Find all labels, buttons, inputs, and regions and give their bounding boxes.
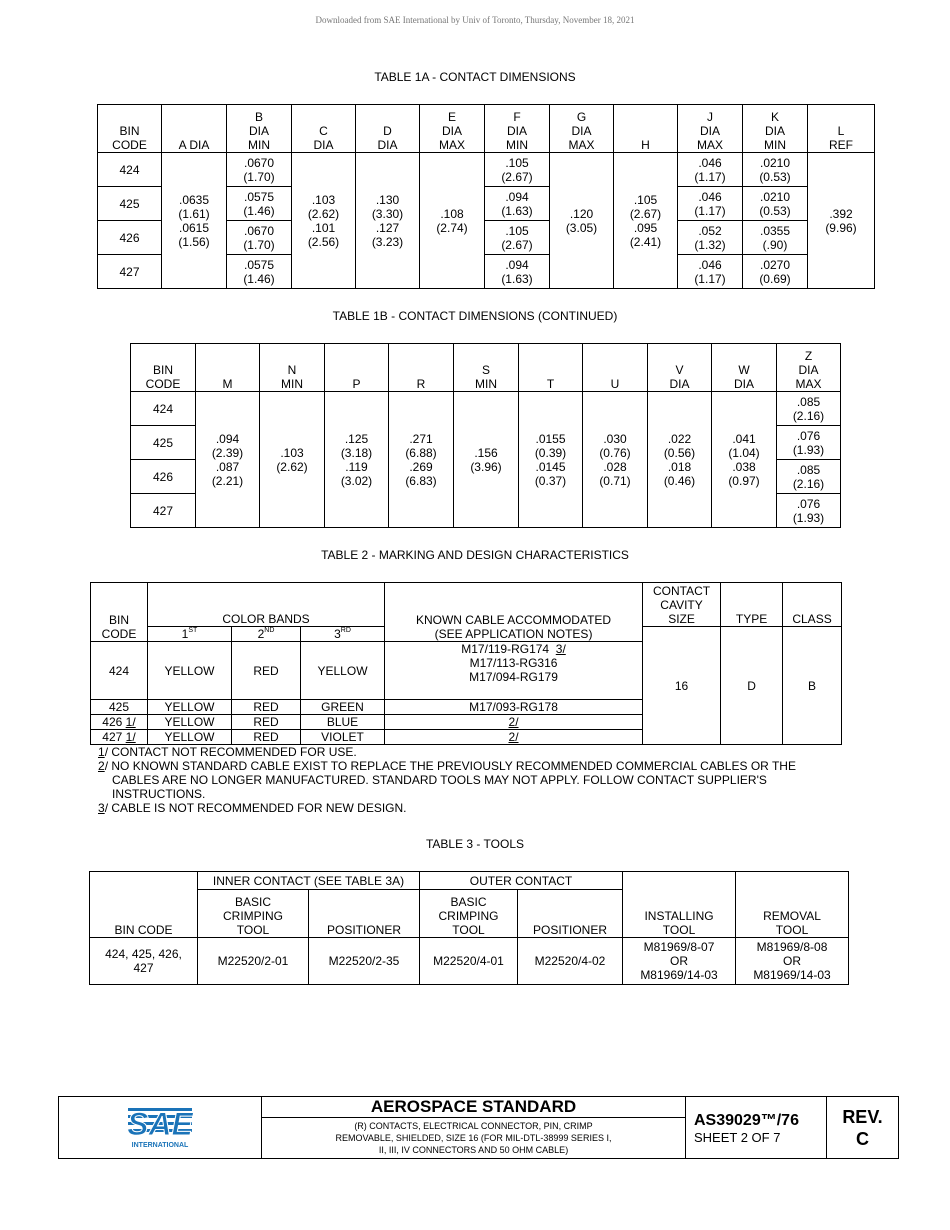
bin-cell: 424, 425, 426, 427	[90, 938, 198, 985]
header-band-3rd: 3RD	[301, 627, 385, 642]
table-2	[90, 582, 842, 745]
header-inner-contact: INNER CONTACT (SEE TABLE 3A)	[198, 872, 420, 890]
header-m: M	[196, 344, 260, 392]
t-cell: .0155 (0.39) .0145 (0.37)	[519, 392, 583, 528]
table-1a	[97, 104, 875, 289]
header-bin-code: BIN CODE	[131, 344, 196, 392]
band-2-cell: RED	[232, 730, 301, 745]
g-dia-cell: .120 (3.05)	[550, 153, 614, 289]
header-contact-cavity-size: CONTACT CAVITY SIZE	[643, 583, 721, 627]
n-cell: .103 (2.62)	[260, 392, 325, 528]
header-bin-code: BIN CODE	[91, 583, 148, 642]
table-3-caption: TABLE 3 - TOOLS	[425, 837, 525, 851]
band-1-cell: YELLOW	[148, 700, 232, 715]
type-cell: D	[721, 627, 783, 745]
header-bin-code: BIN CODE	[98, 105, 162, 153]
j-cell: .046 (1.17)	[678, 153, 743, 187]
band-1-cell: YELLOW	[148, 730, 232, 745]
title-block	[58, 1096, 899, 1159]
standard-title: AEROSPACE STANDARD	[262, 1097, 686, 1118]
header-type: TYPE	[721, 583, 783, 627]
header-f-dia-min: F DIA MIN	[485, 105, 550, 153]
header-c-dia: C DIA	[292, 105, 356, 153]
k-cell: .0210 (0.53)	[743, 187, 808, 221]
table-2-caption: TABLE 2 - MARKING AND DESIGN CHARACTERISTICS	[321, 548, 629, 562]
bin-cell: 427	[131, 494, 196, 528]
outer-crimp-cell: M22520/4-01	[420, 938, 518, 985]
download-notice: Downloaded from SAE International by Univ of Toronto, Thursday, November 18, 2021	[315, 15, 635, 25]
header-band-2nd: 2ND	[232, 627, 301, 642]
header-k-dia-min: K DIA MIN	[743, 105, 808, 153]
removal-tool-cell: M81969/8-08 OR M81969/14-03	[736, 938, 849, 985]
header-band-1st: 1ST	[148, 627, 232, 642]
header-j-dia-max: J DIA MAX	[678, 105, 743, 153]
k-cell: .0210 (0.53)	[743, 153, 808, 187]
table-2-notes	[98, 745, 838, 815]
header-outer-crimping-tool: BASIC CRIMPING TOOL	[420, 890, 518, 938]
s-cell: .156 (3.96)	[454, 392, 519, 528]
p-cell: .125 (3.18) .119 (3.02)	[325, 392, 389, 528]
band-3-cell: BLUE	[301, 715, 385, 730]
f-cell: .105 (2.67)	[485, 221, 550, 255]
cable-cell: M17/093-RG178	[385, 700, 643, 715]
f-cell: .105 (2.67)	[485, 153, 550, 187]
header-b-dia-min: B DIA MIN	[227, 105, 292, 153]
header-known-cable: KNOWN CABLE ACCOMMODATED (SEE APPLICATION NOTES)	[385, 583, 643, 642]
b-cell: .0575 (1.46)	[227, 187, 292, 221]
header-u: U	[583, 344, 648, 392]
header-outer-contact: OUTER CONTACT	[420, 872, 623, 890]
header-w-dia: W DIA	[712, 344, 777, 392]
h-cell: .105 (2.67) .095 (2.41)	[614, 153, 678, 289]
header-n-min: N MIN	[260, 344, 325, 392]
note-1: 1/ CONTACT NOT RECOMMENDED FOR USE.	[98, 745, 357, 759]
band-2-cell: RED	[232, 642, 301, 700]
class-cell: B	[783, 627, 842, 745]
table-row	[90, 938, 849, 985]
bin-cell: 425	[131, 426, 196, 460]
header-g-dia-max: G DIA MAX	[550, 105, 614, 153]
band-3-cell: VIOLET	[301, 730, 385, 745]
f-cell: .094 (1.63)	[485, 187, 550, 221]
band-1-cell: YELLOW	[148, 642, 232, 700]
document-id: AS39029™/76 SHEET 2 OF 7	[686, 1097, 827, 1159]
bin-cell: 425	[91, 700, 148, 715]
m-cell: .094 (2.39) .087 (2.21)	[196, 392, 260, 528]
header-l-ref: L REF	[808, 105, 875, 153]
band-3-cell: GREEN	[301, 700, 385, 715]
revision: REV. C	[827, 1097, 899, 1159]
header-v-dia: V DIA	[648, 344, 712, 392]
j-cell: .046 (1.17)	[678, 187, 743, 221]
j-cell: .046 (1.17)	[678, 255, 743, 289]
bin-cell: 424	[131, 392, 196, 426]
header-outer-positioner: POSITIONER	[518, 890, 623, 938]
header-e-dia-max: E DIA MAX	[420, 105, 485, 153]
header-s-min: S MIN	[454, 344, 519, 392]
a-dia-cell: .0635 (1.61) .0615 (1.56)	[162, 153, 227, 289]
b-cell: .0575 (1.46)	[227, 255, 292, 289]
d-dia-cell: .130 (3.30) .127 (3.23)	[356, 153, 420, 289]
k-cell: .0270 (0.69)	[743, 255, 808, 289]
cable-cell: 2/	[385, 715, 643, 730]
inner-positioner-cell: M22520/2-35	[309, 938, 420, 985]
e-dia-cell: .108 (2.74)	[420, 153, 485, 289]
j-cell: .052 (1.32)	[678, 221, 743, 255]
v-cell: .022 (0.56) .018 (0.46)	[648, 392, 712, 528]
sae-logo	[59, 1097, 262, 1159]
cable-cell: M17/119-RG174 3/ M17/113-RG316 M17/094-RG179	[385, 642, 643, 700]
header-h: H	[614, 105, 678, 153]
band-1-cell: YELLOW	[148, 715, 232, 730]
k-cell: .0355 (.90)	[743, 221, 808, 255]
u-cell: .030 (0.76) .028 (0.71)	[583, 392, 648, 528]
z-cell: .076 (1.93)	[777, 494, 841, 528]
header-t: T	[519, 344, 583, 392]
r-cell: .271 (6.88) .269 (6.83)	[389, 392, 454, 528]
z-cell: .085 (2.16)	[777, 460, 841, 494]
table-3	[89, 871, 849, 985]
header-p: P	[325, 344, 389, 392]
c-dia-cell: .103 (2.62) .101 (2.56)	[292, 153, 356, 289]
header-bin-code: BIN CODE	[90, 872, 198, 938]
band-2-cell: RED	[232, 700, 301, 715]
band-2-cell: RED	[232, 715, 301, 730]
installing-tool-cell: M81969/8-07 OR M81969/14-03	[623, 938, 736, 985]
header-d-dia: D DIA	[356, 105, 420, 153]
note-3: 3/ CABLE IS NOT RECOMMENDED FOR NEW DESIGN.	[98, 801, 407, 815]
header-color-bands: COLOR BANDS	[148, 583, 385, 627]
header-class: CLASS	[783, 583, 842, 627]
bin-cell: 426 1/	[91, 715, 148, 730]
table-1b	[130, 343, 841, 528]
svg-text:INTERNATIONAL: INTERNATIONAL	[131, 1142, 189, 1149]
header-installing-tool: INSTALLING TOOL	[623, 872, 736, 938]
b-cell: .0670 (1.70)	[227, 221, 292, 255]
header-a-dia: A DIA	[162, 105, 227, 153]
bin-cell: 425	[98, 187, 162, 221]
standard-description: (R) CONTACTS, ELECTRICAL CONNECTOR, PIN, CRIMP REMOVABLE, SHIELDED, SIZE 16 (FOR MIL-DTL-38999 SERIES I, II, III, IV CONNECTORS AND 50 OHM CABLE)	[262, 1118, 686, 1159]
bin-cell: 427 1/	[91, 730, 148, 745]
bin-cell: 424	[91, 642, 148, 700]
note-2: 2/ NO KNOWN STANDARD CABLE EXIST TO REPLACE THE PREVIOUSLY RECOMMENDED COMMERCIAL CABLES OR THE CABLES ARE NO LONGER MANUFACTURED. STANDARD TOOLS MAY NOT APPLY. FOLLOW CONTACT SUPPLIER'S INSTRUCTIONS.	[98, 759, 796, 801]
bin-cell: 426	[98, 221, 162, 255]
inner-crimp-cell: M22520/2-01	[198, 938, 309, 985]
table-1b-header	[131, 344, 841, 392]
z-cell: .076 (1.93)	[777, 426, 841, 460]
header-r: R	[389, 344, 454, 392]
cable-cell: 2/	[385, 730, 643, 745]
w-cell: .041 (1.04) .038 (0.97)	[712, 392, 777, 528]
table-1a-header	[98, 105, 875, 153]
sae-logo-icon	[122, 1102, 198, 1150]
band-3-cell: YELLOW	[301, 642, 385, 700]
header-z-dia-max: Z DIA MAX	[777, 344, 841, 392]
header-inner-crimping-tool: BASIC CRIMPING TOOL	[198, 890, 309, 938]
l-ref-cell: .392 (9.96)	[808, 153, 875, 289]
b-cell: .0670 (1.70)	[227, 153, 292, 187]
z-cell: .085 (2.16)	[777, 392, 841, 426]
bin-cell: 427	[98, 255, 162, 289]
bin-cell: 424	[98, 153, 162, 187]
svg-text:SAE: SAE	[127, 1106, 193, 1142]
cavity-size-cell: 16	[643, 627, 721, 745]
table-1a-caption: TABLE 1A - CONTACT DIMENSIONS	[374, 70, 576, 84]
outer-positioner-cell: M22520/4-02	[518, 938, 623, 985]
bin-cell: 426	[131, 460, 196, 494]
header-removal-tool: REMOVAL TOOL	[736, 872, 849, 938]
table-row	[98, 153, 875, 187]
table-row	[131, 392, 841, 426]
f-cell: .094 (1.63)	[485, 255, 550, 289]
header-inner-positioner: POSITIONER	[309, 890, 420, 938]
table-1b-caption: TABLE 1B - CONTACT DIMENSIONS (CONTINUED)	[332, 309, 618, 323]
